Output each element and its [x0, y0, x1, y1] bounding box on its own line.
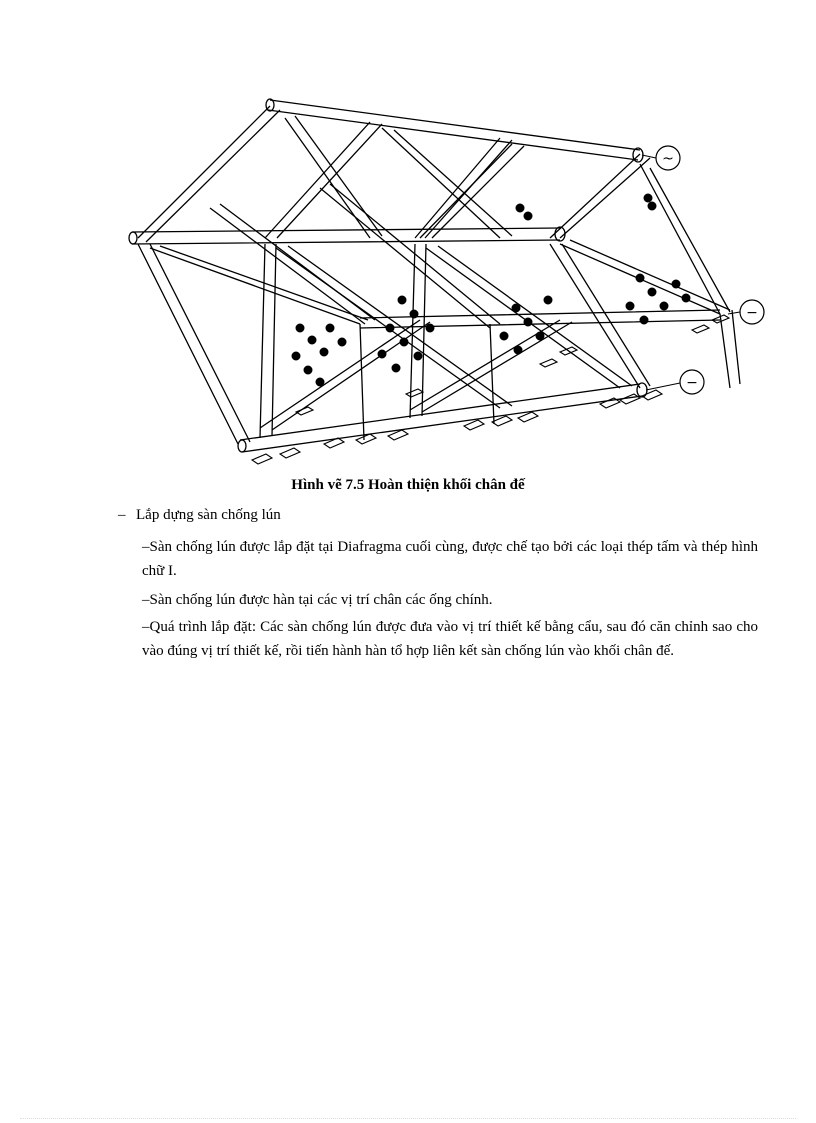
jacket-frame-figure [120, 88, 770, 480]
figure-caption: Hình vẽ 7.5 Hoàn thiện khối chân đế [291, 477, 525, 493]
bullet-text: Lắp dựng sàn chống lún [136, 507, 281, 523]
truss-drawing [120, 88, 770, 480]
fitting-cluster-2 [378, 296, 434, 372]
section-bullet [118, 507, 281, 524]
label-text-top: ~ [662, 151, 674, 167]
label-text-right: − [746, 305, 758, 321]
paragraph-3: –Quá trình lắp đặt: Các sàn chống lún được đưa vào vị trí thiết kế bằng cẩu, sau đó căn chỉnh sao cho vào đúng vị trí thiết kế, rồi tiến hành hàn tổ hợp liên kết sàn chống lún vào khối chân đế. [142, 619, 758, 659]
fitting-cluster-1 [292, 324, 346, 386]
fitting-cluster-4 [626, 194, 690, 324]
bullet-dash: – [118, 507, 126, 523]
paragraph-1: –Sàn chống lún được lắp đặt tại Diafragma cuối cùng, được chế tạo bởi các loại thép tấm và thép hình chữ I. [142, 539, 758, 579]
paragraph-2: –Sàn chống lún được hàn tại các vị trí chân các ống chính. [142, 592, 493, 608]
label-text-bottom: − [686, 375, 698, 391]
fitting-cluster-3 [500, 204, 552, 354]
page-bottom-rule [20, 1118, 796, 1119]
